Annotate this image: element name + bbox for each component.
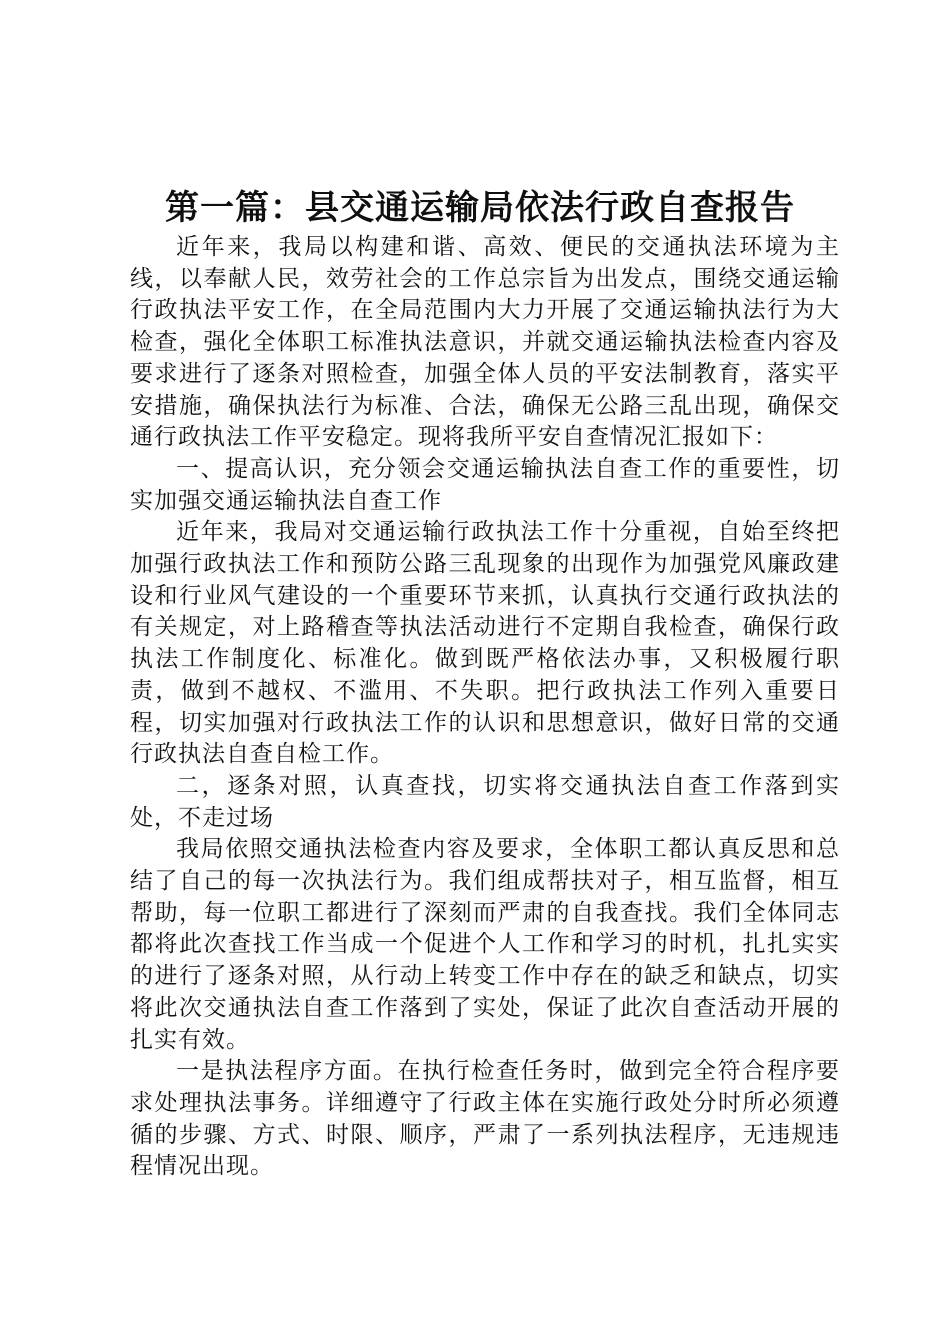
section-heading-2: 二，逐条对照，认真查找，切实将交通执法自查工作落到实处，不走过场: [130, 772, 840, 831]
procedure-paragraph: 一是执法程序方面。在执行检查任务时，做到完全符合程序要求处理执法事务。详细遵守了行政主体在实施行政处分时所必须遵循的步骤、方式、时限、顺序，严肃了一系列执法程序，无违规违程情况出现。: [130, 1058, 840, 1180]
document-title: 第一篇：县交通运输局依法行政自查报告: [165, 188, 795, 228]
document-body: [130, 232, 840, 1183]
section-heading-1: 一、提高认识，充分领会交通运输执法自查工作的重要性，切实加强交通运输执法自查工作: [130, 455, 840, 514]
section-2-paragraph: 我局依照交通执法检查内容及要求，全体职工都认真反思和总结了自己的每一次执法行为。我们组成帮扶对子，相互监督，相互帮助，每一位职工都进行了深刻而严肃的自我查找。我们全体同志都将此次查找工作当成一个促进个人工作和学习的时机，扎扎实实的进行了逐条对照，从行动上转变工作中存在的缺乏和缺点，切实将此次交通执法自查工作落到了实处，保证了此次自查活动开展的扎实有效。: [130, 836, 840, 1053]
intro-paragraph: 近年来，我局以构建和谐、高效、便民的交通执法环境为主线，以奉献人民，效劳社会的工作总宗旨为出发点，围绕交通运输行政执法平安工作，在全局范围内大力开展了交通运输执法行为大检查，强化全体职工标准执法意识，并就交通运输执法检查内容及要求进行了逐条对照检查，加强全体人员的平安法制教育，落实平安措施，确保执法行为标准、合法，确保无公路三乱出现，确保交通行政执法工作平安稳定。现将我所平安自查情况汇报如下：: [130, 234, 840, 451]
section-1-paragraph: 近年来，我局对交通运输行政执法工作十分重视，自始至终把加强行政执法工作和预防公路三乱现象的出现作为加强党风廉政建设和行业风气建设的一个重要环节来抓，认真执行交通行政执法的有关规定，对上路稽查等执法活动进行不定期自我检查，确保行政执法工作制度化、标准化。做到既严格依法办事，又积极履行职责，做到不越权、不滥用、不失职。把行政执法工作列入重要日程，切实加强对行政执法工作的认识和思想意识，做好日常的交通行政执法自查自检工作。: [130, 519, 840, 768]
